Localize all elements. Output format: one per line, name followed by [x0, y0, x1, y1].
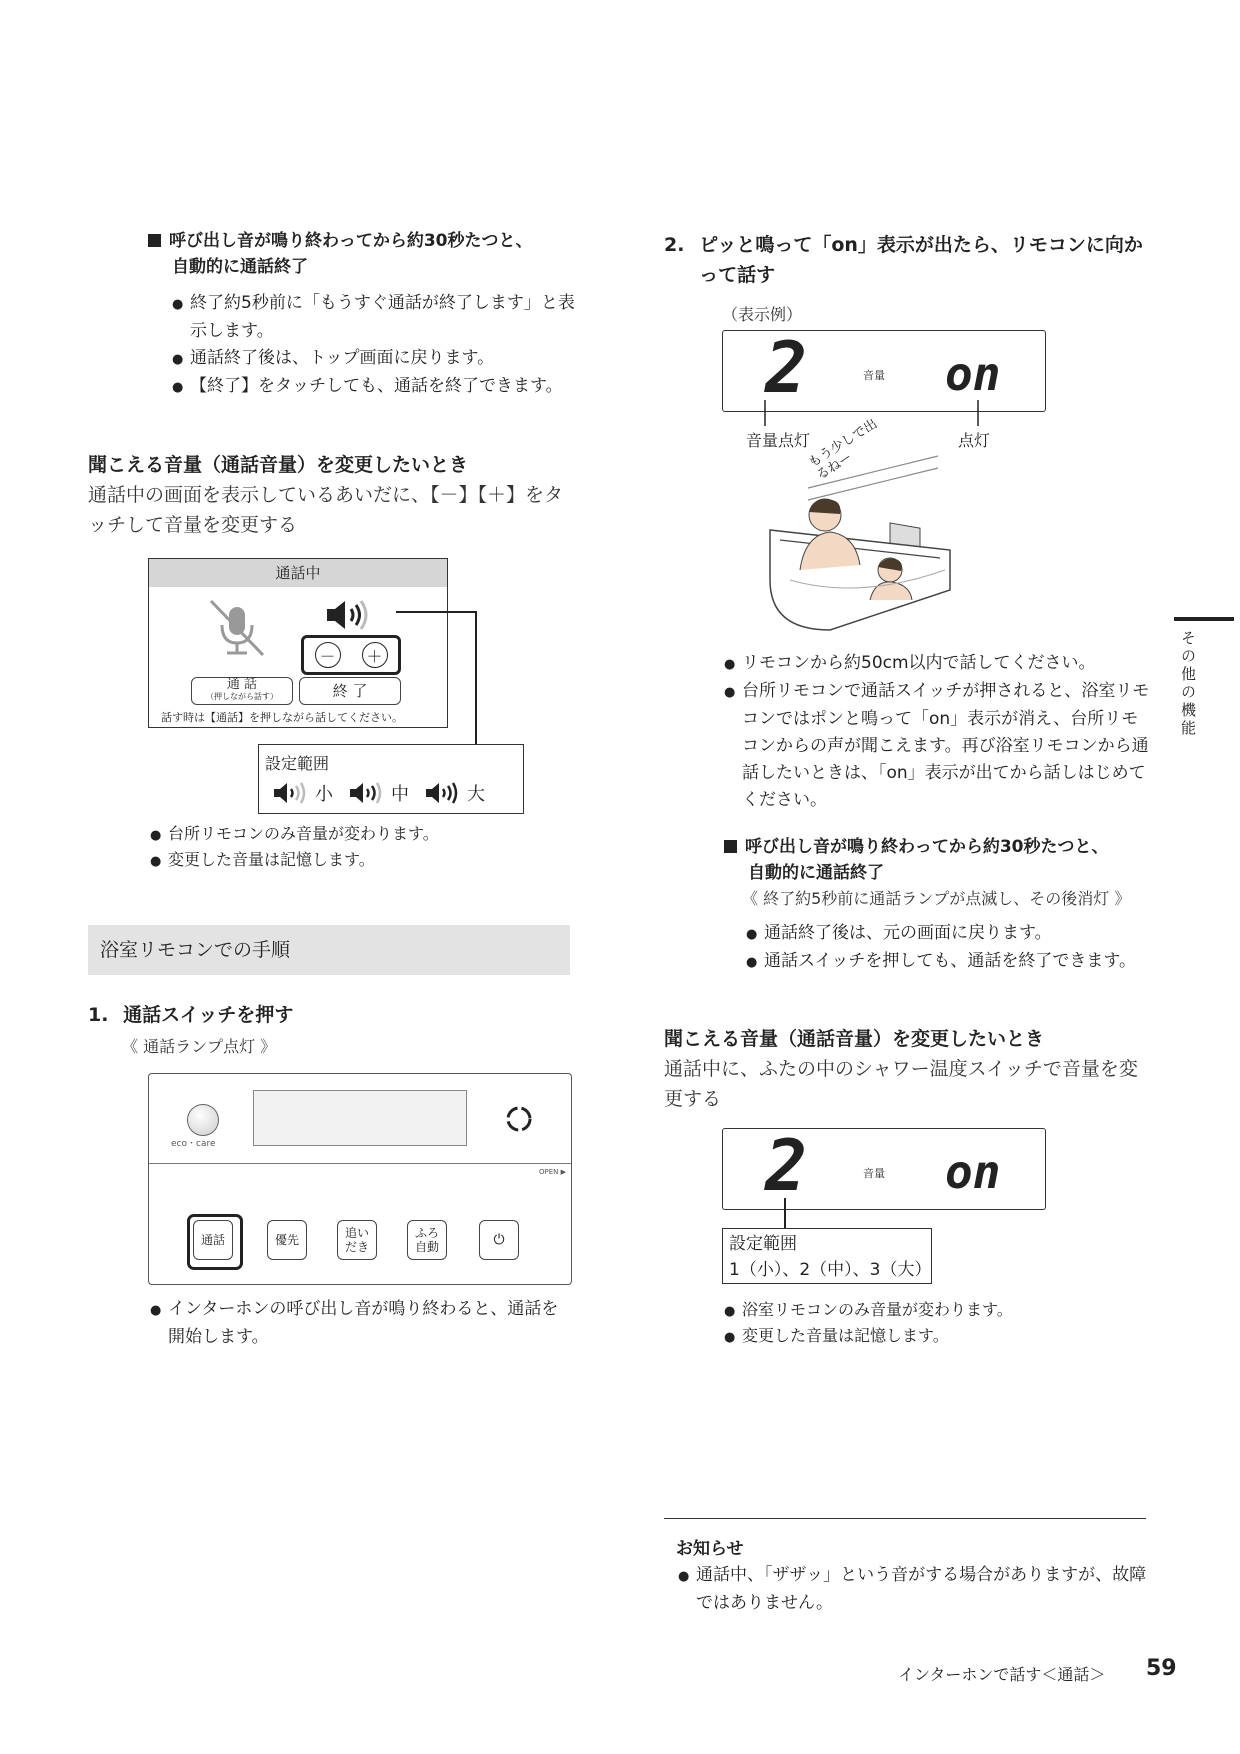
- step1-bullets: ● インターホンの呼び出し音が鳴り終わると、通話を開始します。: [150, 1296, 572, 1351]
- connector-line: [396, 600, 486, 750]
- step2: 2. ピッと鳴って「on」表示が出たら、リモコンに向かって話す: [664, 234, 1143, 286]
- square-bullet-icon: [724, 840, 737, 853]
- display-volume: [722, 1125, 1046, 1210]
- auto-bath-switch[interactable]: ふろ 自動: [407, 1220, 447, 1260]
- volume-desc-left: 通話中の画面を表示しているあいだに、【－】【＋】をタッチして音量を変更する: [88, 484, 564, 536]
- mic-muted-icon: [207, 599, 267, 657]
- priority-switch[interactable]: 優先: [267, 1220, 307, 1260]
- volume-digit: 2: [765, 327, 808, 409]
- step1: 1. 通話スイッチを押す: [88, 1004, 294, 1026]
- end-heading-left: 呼び出し音が鳴り終わってから約30秒たつと、 自動的に通話終了: [148, 228, 533, 280]
- range-leader-line: [780, 1198, 790, 1230]
- talk-switch[interactable]: 通話: [193, 1220, 233, 1260]
- volume-label: 音量: [863, 369, 885, 382]
- remote-divider: [149, 1163, 571, 1164]
- volume-medium-icon: [349, 781, 385, 805]
- minus-button[interactable]: －: [315, 642, 341, 668]
- eco-care-button[interactable]: [187, 1104, 219, 1136]
- end-heading-right: 呼び出し音が鳴り終わってから約30秒たつと、 自動的に通話終了: [724, 834, 1109, 886]
- volume-desc-right: 通話中に、ふたの中のシャワー温度スイッチで音量を変更する: [664, 1058, 1138, 1110]
- right-bullets: ● リモコンから約50cm以内で話してください。 ● 台所リモコンで通話スイッチが押されると、浴室リモコンではポンと鳴って「on」表示が消え、台所リモコンからの声が聞こえます。再び浴室リモコンから通話したいときは、「on」表示が出てから話しはじめてください。: [724, 650, 1154, 814]
- side-tab-bar: [1174, 617, 1234, 621]
- notice-bullets: ● 通話中、「ザザッ」という音がする場合がありますが、故障ではありません。: [678, 1562, 1148, 1617]
- volume-adjust-group: [301, 635, 401, 675]
- display-example-label: （表示例）: [722, 305, 803, 324]
- speech-bubble-text: もう少しで出るねー: [806, 416, 881, 484]
- lamp-left-label: 音量点灯: [746, 431, 811, 450]
- talk-button[interactable]: 通 話 （押しながら話す）: [191, 677, 293, 705]
- bathroom-remote: [148, 1073, 572, 1285]
- speaker-icon: [325, 599, 375, 631]
- open-label: OPEN ▶: [539, 1168, 566, 1176]
- square-bullet-icon: [148, 234, 161, 247]
- reheat-switch[interactable]: 追い だき: [337, 1220, 377, 1260]
- volume-heading-right: 聞こえる音量（通話音量）を変更したいとき: [664, 1028, 1045, 1050]
- step1-note: 《 通話ランプ点灯 》: [122, 1037, 277, 1056]
- notice-divider: [664, 1518, 1146, 1519]
- notice-title: お知らせ: [676, 1539, 744, 1559]
- section-band: 浴室リモコンでの手順: [88, 925, 570, 975]
- screen-instruction: 話す時は【通話】を押しながら話してください。: [161, 711, 403, 724]
- volume-bullets-left: ● 台所リモコンのみ音量が変わります。 ● 変更した音量は記憶します。: [150, 822, 570, 874]
- bath-illustration: [760, 440, 970, 640]
- volume-large-icon: [425, 781, 461, 805]
- range-label: 設定範囲: [265, 754, 330, 773]
- volume-small-icon: [273, 781, 309, 805]
- end-button[interactable]: 終 了: [299, 677, 401, 705]
- on-indicator-2: on: [945, 1145, 1001, 1199]
- volume-digit-2: 2: [765, 1125, 808, 1207]
- range-box: 設定範囲 小 中 大: [258, 744, 524, 814]
- range-box-right: 設定範囲 1（小）、2（中）、3（大）: [722, 1228, 932, 1284]
- volume-label-2: 音量: [863, 1167, 885, 1180]
- power-switch[interactable]: ⏻: [479, 1220, 519, 1260]
- lamp-right-label: 点灯: [958, 431, 991, 450]
- volume-heading-left: 聞こえる音量（通話音量）を変更したいとき: [88, 454, 469, 476]
- end-note-right: 《 終了約5秒前に通話ランプが点滅し、その後消灯 》: [742, 889, 1131, 908]
- screen-title: 通話中: [149, 559, 447, 587]
- remote-display: [253, 1090, 467, 1146]
- plus-button[interactable]: ＋: [362, 642, 388, 668]
- talk-lamp-icon: [504, 1104, 534, 1134]
- eco-care-label: eco・care: [171, 1139, 216, 1149]
- side-tab: その他の機能: [1179, 630, 1197, 738]
- volume-bullets-right: ● 浴室リモコンのみ音量が変わります。 ● 変更した音量は記憶します。: [724, 1298, 1144, 1350]
- page-number: 59: [1146, 1656, 1177, 1681]
- footer-title: インターホンで話す＜通話＞: [898, 1665, 1106, 1684]
- end-bullets-left: ● 終了約5秒前に「もうすぐ通話が終了します」と表示します。 ● 通話終了後は、トップ画面に戻ります。 ● 【終了】をタッチしても、通話を終了できます。: [172, 290, 582, 401]
- on-indicator: on: [945, 347, 1001, 401]
- end-bullets-right: ● 通話終了後は、元の画面に戻ります。 ● 通話スイッチを押しても、通話を終了できます。: [746, 920, 1156, 976]
